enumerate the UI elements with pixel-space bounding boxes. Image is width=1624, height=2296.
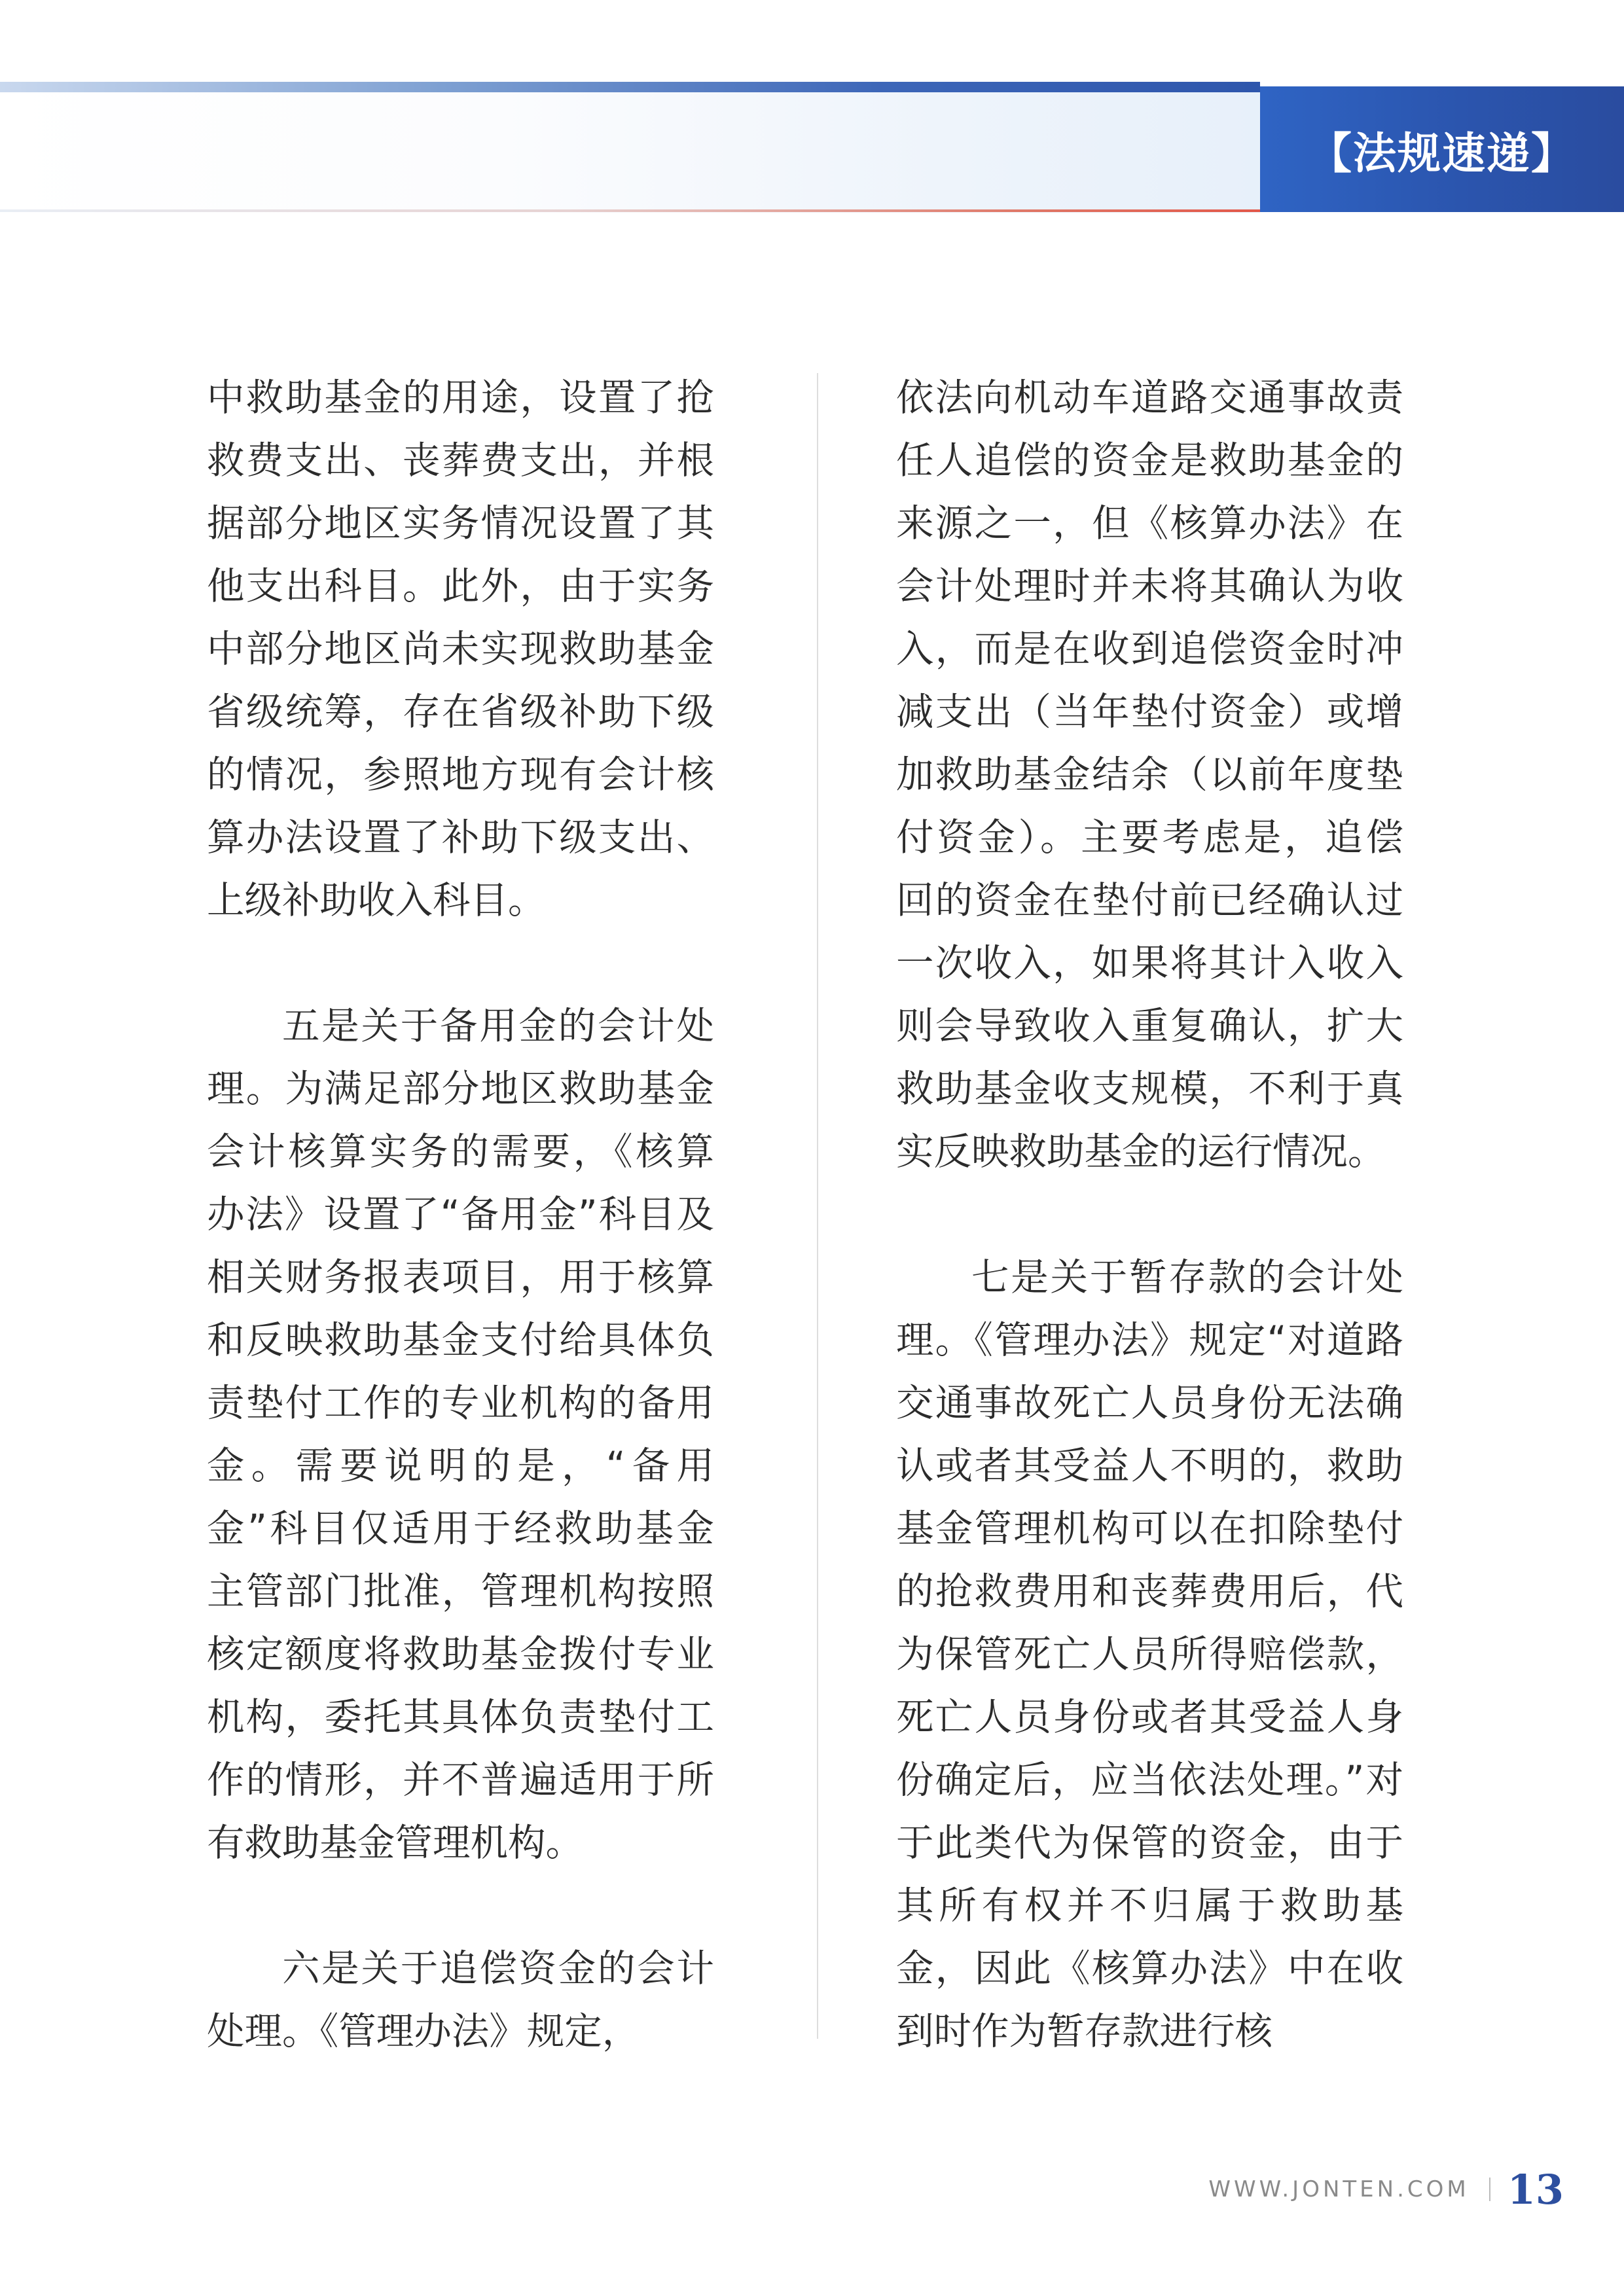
left-column <box>207 367 714 2063</box>
page-footer <box>1208 2160 1564 2219</box>
paragraph-recovery-funds-cont: 依法向机动车道路交通事故责任人追偿的资金是救助基金的来源之一，但《核算办法》在会计处理时并未将其确认为收入，而是在收到追偿资金时冲减支出（当年垫付资金）或增加救助基金结余（以前年度垫付资金）。主要考虑是，追偿回的资金在垫付前已经确认过一次收入，如果将其计入收入则会导致收入重复确认，扩大救助基金收支规模，不利于真实反映救助基金的运行情况。 <box>896 376 1403 1174</box>
website-url: WWW.JONTEN.COM <box>1208 2176 1470 2202</box>
header-bottom-rule <box>0 209 1260 212</box>
section-tag-label: 【法规速递】 <box>1308 127 1576 179</box>
paragraph-temporary-deposits: 七是关于暂存款的会计处理。《管理办法》规定“对道路交通事故死亡人员身份无法确认或者其受益人不明的，救助基金管理机构可以在扣除垫付的抢救费用和丧葬费用后，代为保管死亡人员所得赔偿款，死亡人员身份或者其受益人身份确定后，应当依法处理。”对于此类代为保管的资金，由于其所有权并不归属于救助基金，因此《核算办法》中在收到时作为暂存款进行核 <box>896 1255 1403 2053</box>
section-tag <box>1260 86 1624 212</box>
paragraph-recovery-funds: 六是关于追偿资金的会计处理。《管理办法》规定， <box>207 1946 714 2053</box>
paragraph-petty-cash: 五是关于备用金的会计处理。为满足部分地区救助基金会计核算实务的需要，《核算办法》设置了“备用金”科目及相关财务报表项目，用于核算和反映救助基金支付给具体负责垫付工作的专业机构的备用金。需要说明的是，“备用金”科目仅适用于经救助基金主管部门批准，管理机构按照核定额度将救助基金拨付专业机构，委托其具体负责垫付工作的情形，并不普遍适用于所有救助基金管理机构。 <box>207 1004 714 1865</box>
header-top-rule <box>0 82 1260 92</box>
page-number: 13 <box>1507 2165 1564 2214</box>
header-banner <box>0 82 1260 213</box>
footer-divider <box>1489 2178 1490 2201</box>
right-column <box>896 367 1403 2063</box>
column-divider <box>817 373 818 2039</box>
paragraph-continued: 中救助基金的用途，设置了抢救费支出、丧葬费支出，并根据部分地区实务情况设置了其他支出科目。此外，由于实务中部分地区尚未实现救助基金省级统筹，存在省级补助下级的情况，参照地方现有会计核算办法设置了补助下级支出、上级补助收入科目。 <box>207 376 714 922</box>
